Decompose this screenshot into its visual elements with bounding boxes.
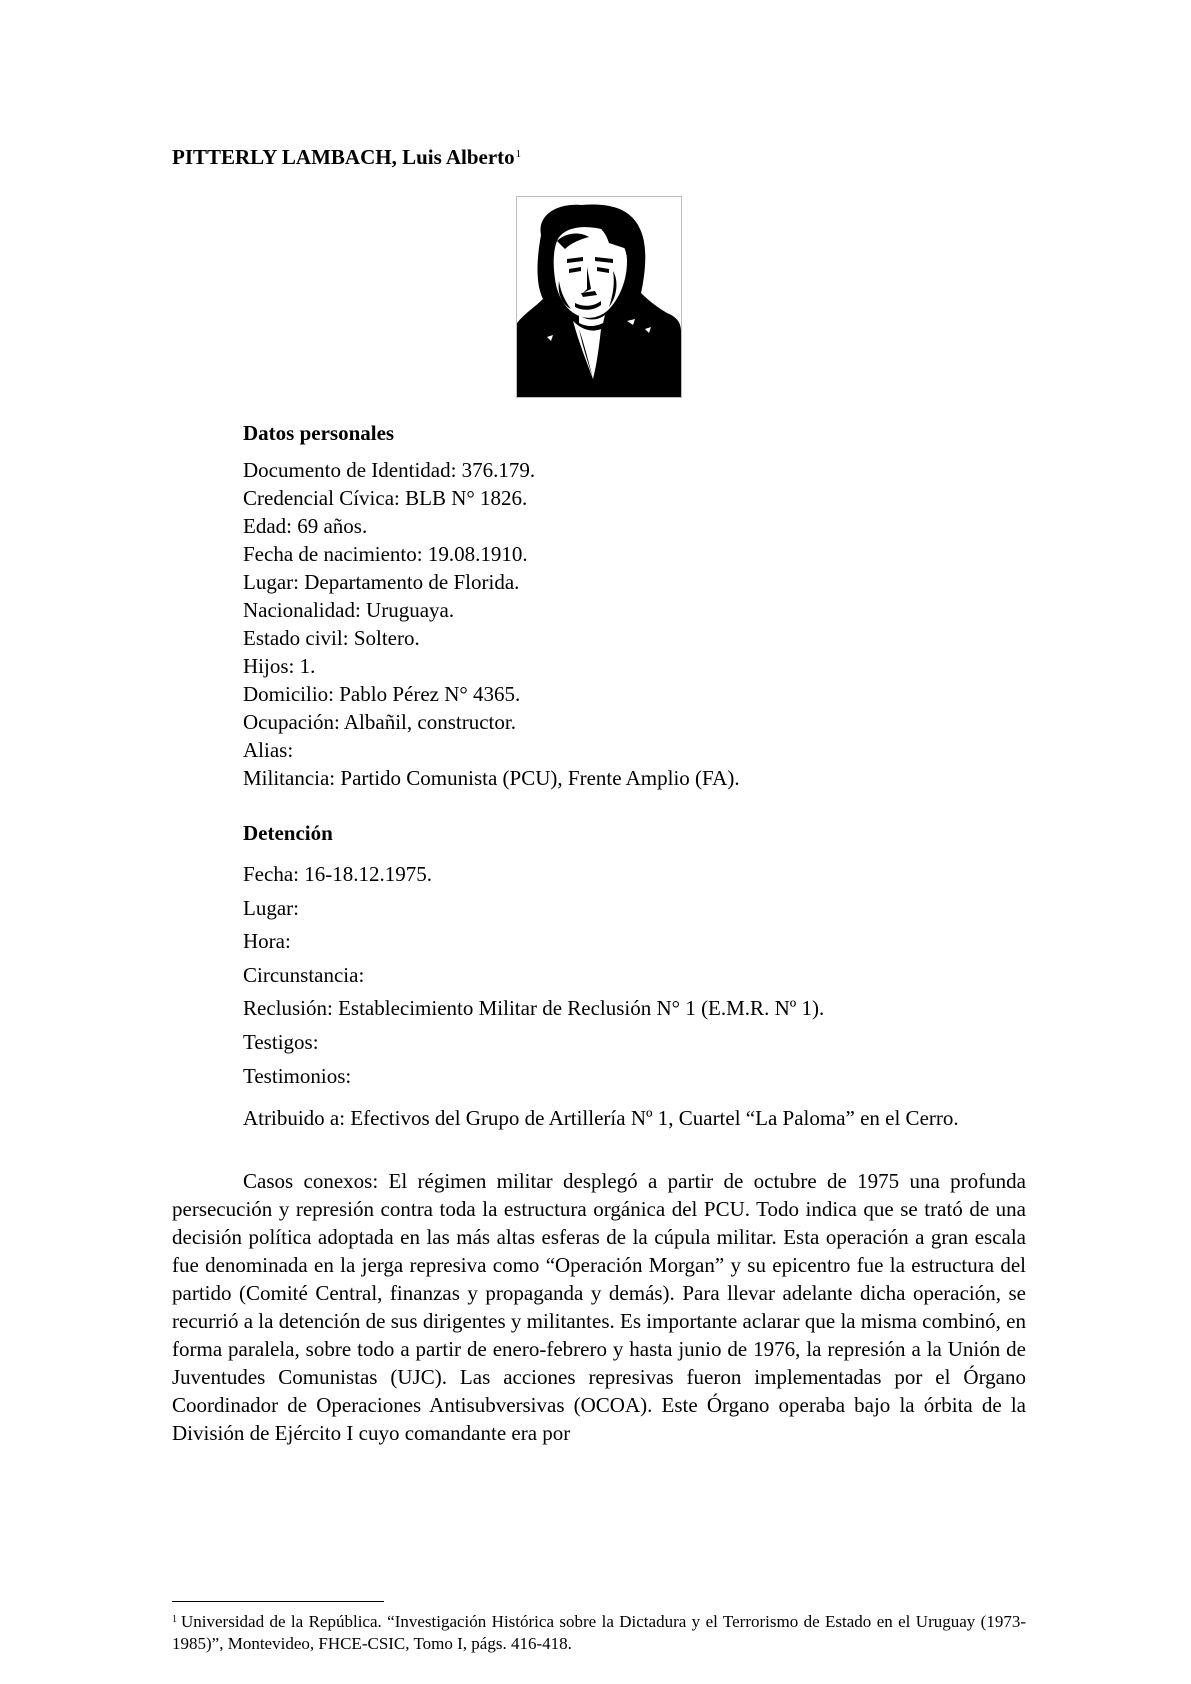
portrait-photo-icon	[517, 197, 681, 397]
field-confinement: Reclusión: Establecimiento Militar de Reclusión N° 1 (E.M.R. Nº 1).	[243, 996, 825, 1021]
title-footnote-marker: 1	[515, 148, 522, 160]
related-cases-paragraph: Casos conexos: El régimen militar desplegó a partir de octubre de 1975 una profunda persecución y represión contra toda la estructura orgánica del PCU. Todo indica que se trató de una decisión política adoptada en las más altas esferas de la cúpula militar. Esta operación a gran escala fue denominada en la jerga represiva como “Operación Morgan” y su epicentro fue la estructura del partido (Comité Central, finanzas y propaganda y demás). Para llevar adelante dicha operación, se recurrió a la detención de sus dirigentes y militantes. Es importante aclarar que la misma combinó, en forma paralela, sobre todo a partir de enero-febrero y hasta junio de 1976, la represión a la Unión de Juventudes Comunistas (UJC). Las acciones represivas fueron implementadas por el Órgano Coordinador de Operaciones Antisubversivas (OCOA). Este Órgano operaba bajo la órbita de la División de Ejército I cuyo comandante era por	[172, 1169, 1026, 1445]
field-nationality: Nacionalidad: Uruguaya.	[243, 598, 455, 622]
field-alias: Alias:	[243, 738, 294, 762]
field-circumstance: Circunstancia:	[243, 962, 365, 987]
footnote	[172, 1611, 1026, 1655]
footnote-marker: 1	[172, 1614, 177, 1625]
detention-heading: Detención	[243, 821, 333, 845]
portrait-photo	[516, 196, 682, 398]
document-title	[172, 144, 521, 170]
personal-data-heading: Datos personales	[243, 421, 395, 445]
field-children: Hijos: 1.	[243, 654, 316, 678]
footnote-divider	[172, 1601, 384, 1602]
footnote-text: Universidad de la República. “Investigación Histórica sobre la Dictadura y el Terrorismo de Estado en el Uruguay (1973-1985)”, Montevideo, FHCE-CSIC, Tomo I, págs. 416-418.	[172, 1612, 1026, 1653]
field-marital-status: Estado civil: Soltero.	[243, 626, 420, 650]
field-civic-credential: Credencial Cívica: BLB N° 1826.	[243, 486, 528, 510]
detention-list	[243, 858, 1043, 1093]
field-detention-date: Fecha: 16-18.12.1975.	[243, 862, 432, 886]
attributed-to-paragraph: Atribuido a: Efectivos del Grupo de Artillería Nº 1, Cuartel “La Paloma” en el Cerro.	[243, 1106, 959, 1130]
personal-data-list	[243, 456, 1043, 792]
field-testimonies: Testimonios:	[243, 1063, 352, 1088]
field-detention-place: Lugar:	[243, 895, 299, 920]
field-detention-time: Hora:	[243, 929, 291, 954]
field-occupation: Ocupación: Albañil, constructor.	[243, 710, 516, 734]
detention-section	[243, 820, 1043, 1093]
personal-data-section	[243, 420, 1043, 792]
field-witnesses: Testigos:	[243, 1029, 319, 1054]
field-age: Edad: 69 años.	[243, 514, 368, 538]
field-birth-place: Lugar: Departamento de Florida.	[243, 570, 520, 594]
field-address: Domicilio: Pablo Pérez N° 4365.	[243, 682, 521, 706]
field-document-id: Documento de Identidad: 376.179.	[243, 458, 536, 482]
field-birth-date: Fecha de nacimiento: 19.08.1910.	[243, 542, 528, 566]
person-name: PITTERLY LAMBACH, Luis Alberto	[172, 145, 515, 169]
field-militancy: Militancia: Partido Comunista (PCU), Frente Amplio (FA).	[243, 766, 740, 790]
